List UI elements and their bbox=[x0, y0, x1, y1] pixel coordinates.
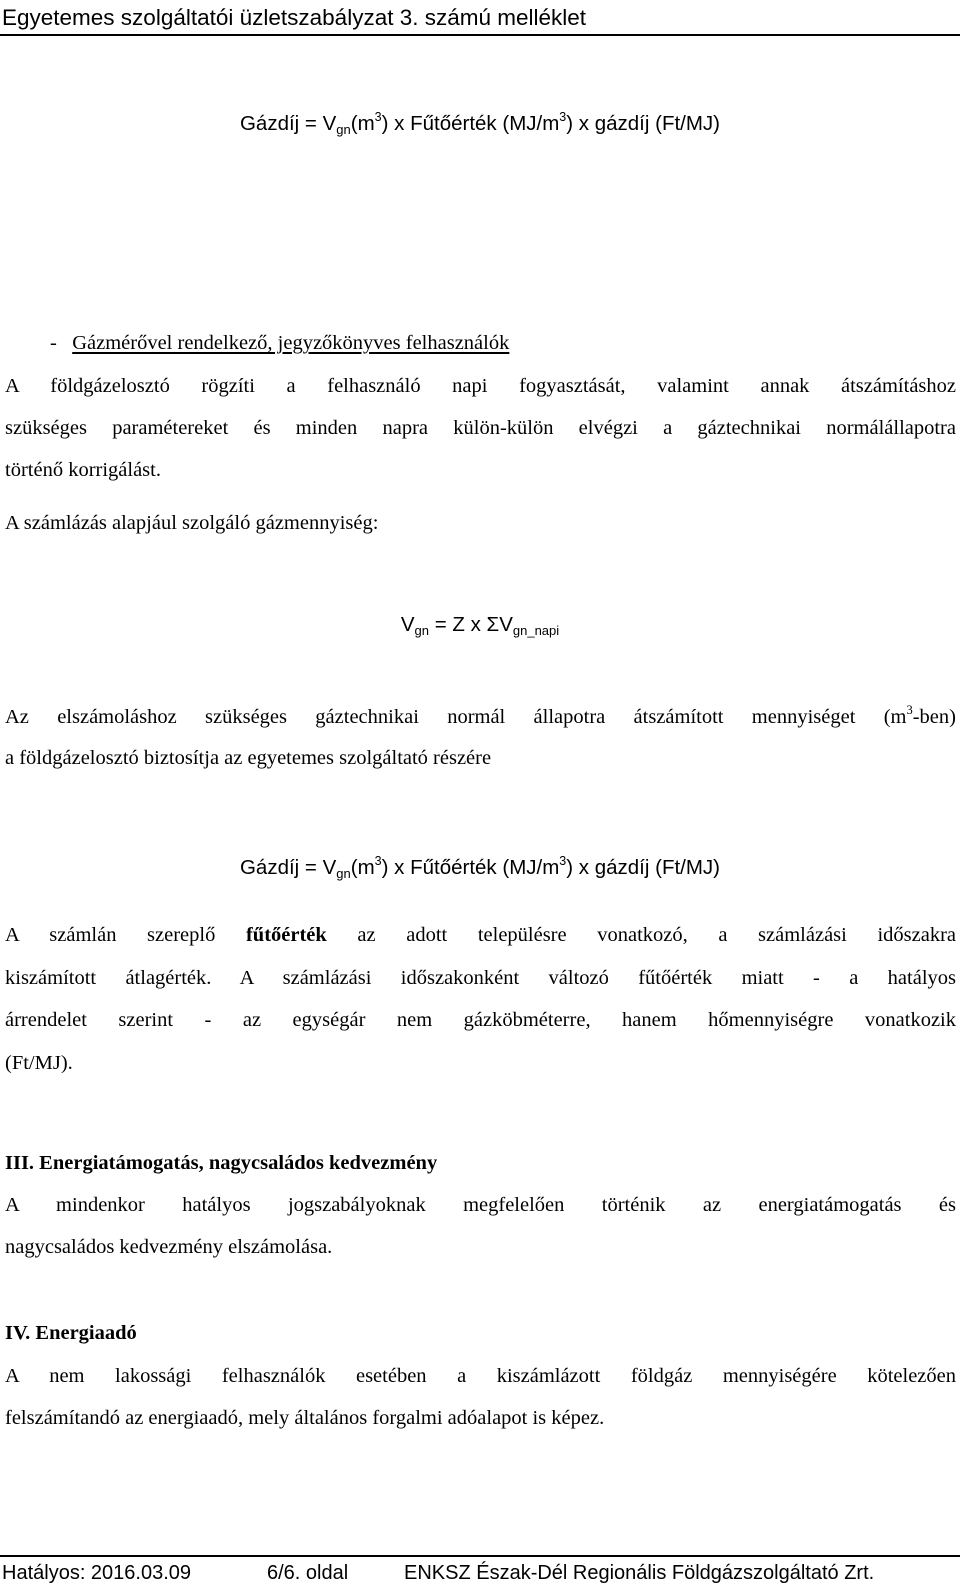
header-title: Egyetemes szolgáltatói üzletszabályzat 3. számú melléklet bbox=[2, 5, 587, 30]
footer-page-number: 6/6. oldal bbox=[267, 1562, 349, 1584]
footer-company: ENKSZ Észak-Dél Regionális Földgázszolgáltató Zrt. bbox=[404, 1562, 875, 1584]
page-header bbox=[0, 0, 960, 36]
section3-line2: nagycsaládos kedvezmény elszámolása. bbox=[5, 1236, 333, 1258]
meter-heading-text: Gázmérővel rendelkező, jegyzőkönyves felhasználók bbox=[72, 332, 510, 354]
section3-heading: III. Energiatámogatás, nagycsaládos kedvezmény bbox=[5, 1152, 438, 1174]
meter-para-line: történő korrigálást. bbox=[5, 459, 161, 481]
vgn-formula: $V_{gn} = Z$ x $\Sigma V_{gn\_napi}$ bbox=[400, 613, 560, 638]
meter-para-line: szükséges paramétereket és minden napra külön-külön elvégzi a gáztechnikai normálállapotra bbox=[5, 417, 956, 439]
list-dash: - bbox=[50, 332, 57, 354]
meter-para-line: A földgázelosztó rögzíti a felhasználó napi fogyasztását, valamint annak átszámításhoz bbox=[5, 375, 956, 397]
heat-value-line3: árrendelet szerint - az egységár nem gázköbméterre, hanem hőmennyiségre vonatkozik bbox=[5, 1009, 956, 1031]
section4-line2: felszámítandó az energiaadó, mely általános forgalmi adóalapot is képez. bbox=[5, 1407, 605, 1429]
heat-value-line1: A számlán szereplő fűtőérték az adott településre vonatkozó, a számlázási időszakra bbox=[5, 924, 956, 946]
gas-fee-formula-top: Gázdíj = $V_{gn}(m^3)$ x Fűtőérték $(MJ/m^3)$ x gázdíj (Ft/MJ) bbox=[239, 110, 721, 137]
heat-value-line4: (Ft/MJ). bbox=[5, 1052, 73, 1074]
normal-state-line2: a földgázelosztó biztosítja az egyetemes szolgáltató részére bbox=[5, 747, 492, 769]
normal-state-line1: Az elszámoláshoz szükséges gáztechnikai normál állapotra átszámított mennyiséget $(m^3-ben)$ bbox=[5, 703, 956, 728]
page-footer bbox=[0, 1555, 960, 1589]
section4-line1: A nem lakossági felhasználók esetében a kiszámlázott földgáz mennyiségére kötelezően bbox=[5, 1365, 956, 1387]
footer-effective-date: Hatályos: 2016.03.09 bbox=[2, 1562, 192, 1584]
billing-basis-text: A számlázás alapjául szolgáló gázmennyiség: bbox=[5, 512, 379, 534]
section4-heading: IV. Energiaadó bbox=[5, 1322, 137, 1344]
gas-fee-formula-bottom: Gázdíj = $V_{gn}(m^3)$ x Fűtőérték $(MJ/m^3)$ x gázdíj (Ft/MJ) bbox=[239, 854, 721, 881]
section3-line1: A mindenkor hatályos jogszabályoknak megfelelően történik az energiatámogatás és bbox=[5, 1194, 956, 1216]
heat-value-line2: kiszámított átlagérték. A számlázási időszakonként változó fűtőérték miatt - a hatályos bbox=[5, 967, 956, 989]
meter-section-heading bbox=[50, 322, 960, 364]
